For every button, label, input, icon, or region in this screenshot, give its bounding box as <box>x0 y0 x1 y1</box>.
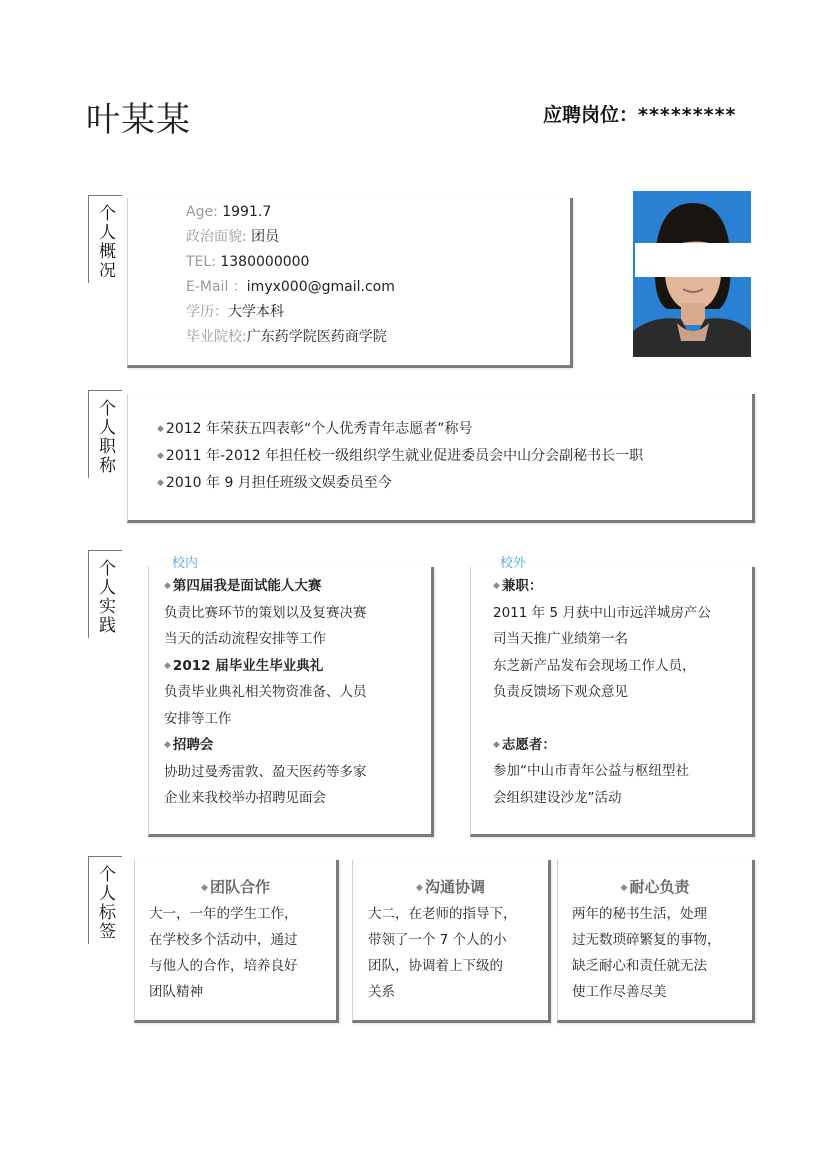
practice-heading <box>164 732 367 759</box>
practice-heading <box>493 732 711 759</box>
overview-key: 学历： <box>186 304 228 320</box>
practice-outer-list <box>493 573 711 811</box>
diamond-bullet-icon: ◆ <box>493 739 500 750</box>
honor-item <box>157 443 643 470</box>
practice-line: 负责反馈场下观众意见 <box>493 684 628 700</box>
overview-key: TEL: <box>186 254 216 270</box>
tag-body <box>135 897 336 1005</box>
tag-title-text: 沟通协调 <box>424 878 485 896</box>
practice-heading-text: 2012 届毕业生毕业典礼 <box>172 657 324 674</box>
practice-line: 参加“中山市青年公益与枢纽型社 <box>493 763 689 779</box>
tag-body <box>558 897 752 1005</box>
practice-heading <box>164 653 367 680</box>
tag-line: 关系 <box>368 984 395 1000</box>
tag-title <box>135 876 336 897</box>
overview-row-school <box>186 325 395 350</box>
overview-row-email <box>186 275 395 300</box>
overview-value: 团员 <box>246 229 280 245</box>
tag-title <box>353 876 548 897</box>
practice-inner-title: 校内 <box>172 556 199 571</box>
diamond-bullet-icon: ◆ <box>164 740 171 750</box>
tag-line: 缺乏耐心和责任就无法 <box>572 958 707 974</box>
section-label-practice-text: 个人实践 <box>95 559 115 635</box>
overview-row-education <box>186 300 395 325</box>
honor-text: 2012 年荣获五四表彰“个人优秀青年志愿者”称号 <box>165 421 473 437</box>
overview-value: imyx000@gmail.com <box>246 279 395 295</box>
section-label-honors-text: 个人职称 <box>95 399 115 475</box>
practice-line: 安排等工作 <box>164 710 232 727</box>
practice-heading-text: 招聘会 <box>172 737 214 753</box>
candidate-name: 叶某某 <box>86 100 191 140</box>
diamond-bullet-icon: ◆ <box>157 478 164 488</box>
overview-row-politics <box>186 225 395 250</box>
profile-photo <box>633 191 751 357</box>
section-label-tags-text: 个人标签 <box>95 865 115 941</box>
overview-value: 大学本科 <box>228 304 284 320</box>
tag-title-text: 团队合作 <box>209 878 270 896</box>
diamond-bullet-icon: ◆ <box>157 451 164 461</box>
section-label-honors <box>88 390 122 478</box>
honor-text: 2010 年 9 月担任班级文娱委员至今 <box>165 475 392 491</box>
tag-line: 在学校多个活动中，通过 <box>149 932 298 948</box>
tag-title <box>558 876 752 897</box>
overview-key: 毕业院校: <box>186 329 247 345</box>
practice-line: 企业来我校举办招聘见面会 <box>164 790 326 806</box>
diamond-bullet-icon: ◆ <box>620 883 628 893</box>
practice-spacer <box>493 706 711 732</box>
job-value: ********* <box>638 104 737 126</box>
job-label: 应聘岗位： <box>543 104 639 126</box>
job-position <box>543 100 736 127</box>
practice-heading-text: 第四届我是面试能人大赛 <box>172 578 322 594</box>
diamond-bullet-icon: ◆ <box>201 883 208 893</box>
practice-heading <box>493 573 711 600</box>
overview-value: 1991.7 <box>217 204 272 220</box>
tag-line: 带领了一个 7 个人的小 <box>368 932 507 948</box>
tag-line: 两年的秘书生活，处理 <box>572 906 707 922</box>
practice-line: 负责比赛环节的策划以及复赛决赛 <box>164 604 367 621</box>
practice-line: 负责毕业典礼相关物资准备、人员 <box>164 684 367 700</box>
honor-item <box>157 470 643 497</box>
diamond-bullet-icon: ◆ <box>157 424 164 434</box>
tag-body <box>353 897 548 1005</box>
practice-line: 2011 年 5 月获中山市远洋城房产公 <box>493 604 711 621</box>
overview-key: Age: <box>186 204 218 220</box>
tag-line: 使工作尽善尽美 <box>572 984 667 1000</box>
practice-line: 会组织建设沙龙”活动 <box>493 789 622 806</box>
overview-row-age <box>186 200 395 225</box>
practice-line: 东芝新产品发布会现场工作人员， <box>493 657 696 674</box>
overview-value: 1380000000 <box>215 254 310 270</box>
overview-list <box>186 200 395 350</box>
portrait-image <box>633 191 751 357</box>
tag-line: 过无数琐碎繁复的事物， <box>572 932 721 948</box>
overview-key: 政治面貌: <box>186 229 247 245</box>
practice-outer-title: 校外 <box>500 556 527 571</box>
honor-item <box>157 416 643 443</box>
tag-line: 团队，协调着上下级的 <box>368 958 503 974</box>
tag-line: 大一，一年的学生工作， <box>149 906 298 922</box>
tag-line: 大二，在老师的指导下， <box>368 906 517 922</box>
practice-line: 当天的活动流程安排等工作 <box>164 631 326 647</box>
section-label-overview <box>88 195 122 283</box>
diamond-bullet-icon: ◆ <box>416 883 423 893</box>
tag-line: 与他人的合作，培养良好 <box>149 958 298 974</box>
practice-inner-list <box>164 573 367 812</box>
section-label-practice <box>88 550 122 638</box>
tag-card-teamwork <box>134 860 339 1023</box>
practice-heading-text: 兼职： <box>501 578 543 594</box>
practice-line: 协助过曼秀雷敦、盈天医药等多家 <box>164 763 367 780</box>
practice-line: 司当天推广业绩第一名 <box>493 631 628 647</box>
tag-card-communication <box>352 860 551 1023</box>
overview-row-tel <box>186 250 395 275</box>
overview-key: E-Mail ： <box>186 279 247 295</box>
practice-heading <box>164 573 367 600</box>
tag-card-responsibility <box>557 860 755 1023</box>
diamond-bullet-icon: ◆ <box>493 581 500 591</box>
honor-text: 2011 年-2012 年担任校一级组织学生就业促进委员会中山分会副秘书长一职 <box>165 448 644 464</box>
tag-line: 团队精神 <box>149 984 203 1000</box>
diamond-bullet-icon: ◆ <box>164 660 171 671</box>
overview-value: 广东药学院医药商学院 <box>246 329 387 345</box>
diamond-bullet-icon: ◆ <box>164 581 171 591</box>
practice-heading-text: 志愿者： <box>501 736 556 753</box>
section-label-overview-text: 个人概况 <box>95 204 115 280</box>
tag-title-text: 耐心负责 <box>629 878 690 896</box>
section-label-tags <box>88 856 122 944</box>
honors-list <box>157 416 643 497</box>
